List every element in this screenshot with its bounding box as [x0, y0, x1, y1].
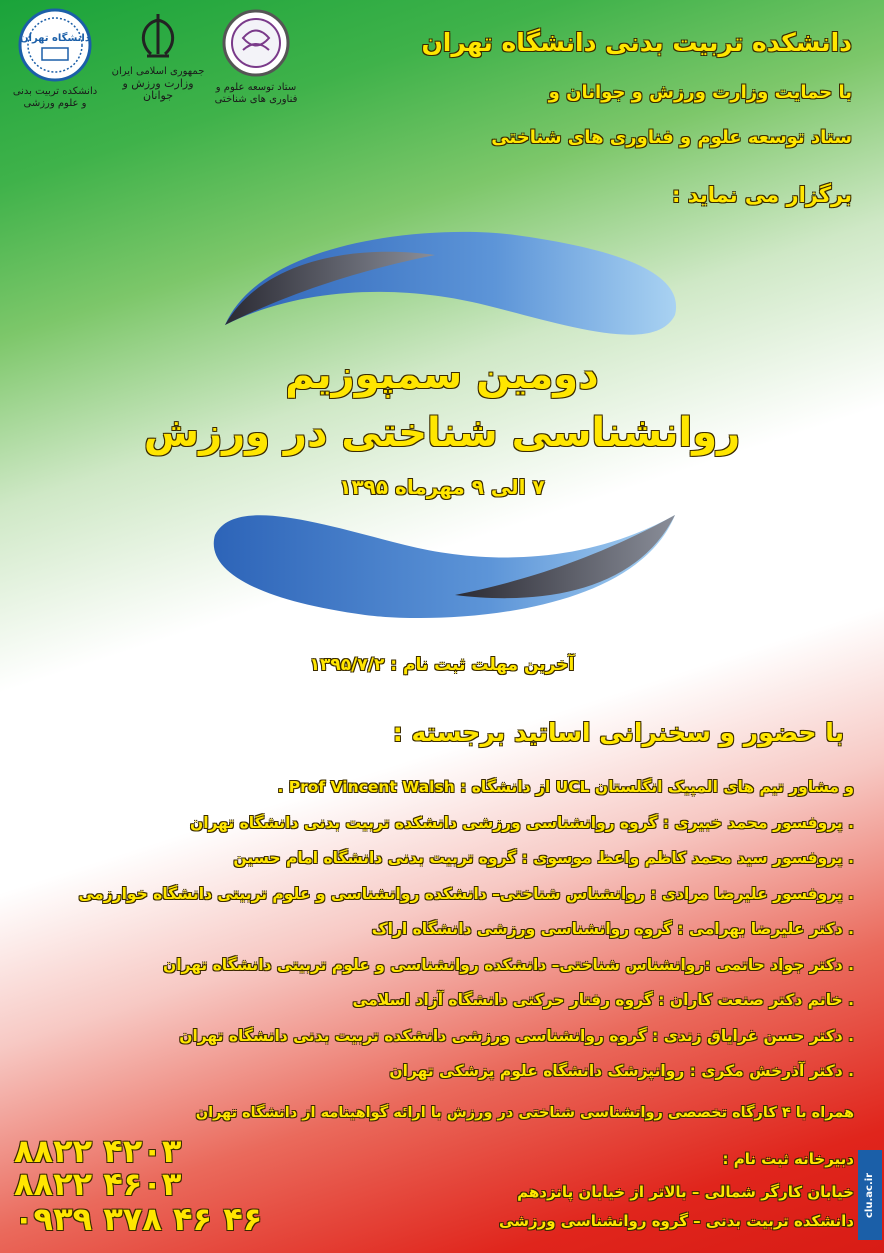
cognitive-sciences-council-icon	[221, 8, 291, 78]
ministry-logo	[108, 10, 208, 102]
university-caption-2: و علوم ورزشی	[23, 98, 87, 109]
cognitive-caption-1: ستاد توسعه علوم و	[215, 82, 297, 93]
header-support-line: با حمایت وزارت ورزش و جوانان و	[548, 82, 852, 103]
university-logo	[10, 8, 100, 110]
header-organizes-line: برگزار می نماید :	[672, 183, 852, 207]
registration-address-line2: دانشکده تربیت بدنی – گروه روانشناسی ورزشی	[499, 1212, 854, 1230]
registration-address-line1: خیابان کارگر شمالی – بالاتر از خیابان پانزدهم	[517, 1183, 854, 1201]
speaker-item: . پروفسور علیرضا مرادی : روانشناس شناختی– دانشکده روانشناسی و علوم تربیتی دانشگاه خوارزمی	[78, 884, 854, 903]
seal-text: دانشگاه تهران	[20, 33, 90, 44]
speaker-item: . دکتر جواد حاتمی :روانشناس شناختی– دانشکده روانشناسی و علوم تربیتی دانشگاه تهران	[163, 955, 854, 974]
site-watermark: clu.ac.ir	[858, 1150, 882, 1240]
speakers-list	[34, 778, 854, 1098]
header-title: دانشکده تربیت بدنی دانشگاه تهران	[421, 28, 852, 57]
registration-heading: دبیرخانه ثبت نام :	[722, 1150, 854, 1168]
university-of-tehran-seal-icon	[18, 8, 92, 82]
registration-deadline: آخرین مهلت ثبت نام : ۱۳۹۵/۷/۲	[309, 655, 575, 675]
event-title-line1: دومین سمپوزیم	[285, 352, 599, 398]
speakers-heading: با حضور و سخنرانی اساتید برجسته :	[392, 718, 844, 747]
speaker-item: . دکتر حسن غرایاق زندی : گروه روانشناسی ورزشی دانشکده تربیت بدنی دانشگاه تهران	[179, 1026, 854, 1045]
speaker-item: . دکتر آذرخش مکری : روانپزشک دانشگاه علوم پزشکی تهران	[389, 1062, 854, 1080]
speaker-item: . پروفسور محمد خبیری : گروه روانشناسی ورزشی دانشکده تربیت بدنی دانشگاه تهران	[189, 813, 854, 832]
university-caption-1: دانشکده تربیت بدنی	[12, 86, 98, 97]
workshop-note: همراه با ۴ کارگاه تخصصی روانشناسی شناختی در ورزش با ارائه گواهینامه از دانشگاه تهران	[195, 1105, 854, 1121]
speaker-item: . پروفسور سید محمد کاظم واعظ موسوی : گروه تربیت بدنی دانشگاه امام حسین	[233, 849, 854, 867]
phone-number-2: ۸۸۲۲ ۴۶۰۳	[14, 1165, 182, 1203]
cognitive-caption-2: فناوری های شناختی	[214, 94, 298, 105]
phone-number-3: ۰۹۳۹ ۳۷۸ ۴۶ ۴۶	[14, 1200, 263, 1238]
ministry-caption-2: وزارت ورزش و جوانان	[122, 77, 194, 102]
speaker-item: . دکتر علیرضا بهرامی : گروه روانشناسی ورزشی دانشگاه اراک	[371, 920, 854, 938]
ministry-caption-1: جمهوری اسلامی ایران	[111, 66, 205, 77]
speaker-item: . Prof Vincent Walsh : از دانشگاه UCL و مشاور تیم های المپیک انگلستان	[277, 778, 854, 796]
phone-number-1: ۸۸۲۲ ۴۲۰۳	[14, 1132, 182, 1170]
iran-emblem-icon	[133, 10, 183, 62]
event-title-line2: روانشناسی شناختی در ورزش	[143, 410, 741, 456]
event-dates: ۷ الی ۹ مهرماه ۱۳۹۵	[339, 475, 545, 499]
cognitive-council-logo	[212, 8, 300, 106]
speaker-item: . خانم دکتر صنعت کاران : گروه رفتار حرکتی دانشگاه آزاد اسلامی	[352, 991, 854, 1009]
header-council-line: ستاد توسعه علوم و فناوری های شناختی	[491, 127, 852, 148]
